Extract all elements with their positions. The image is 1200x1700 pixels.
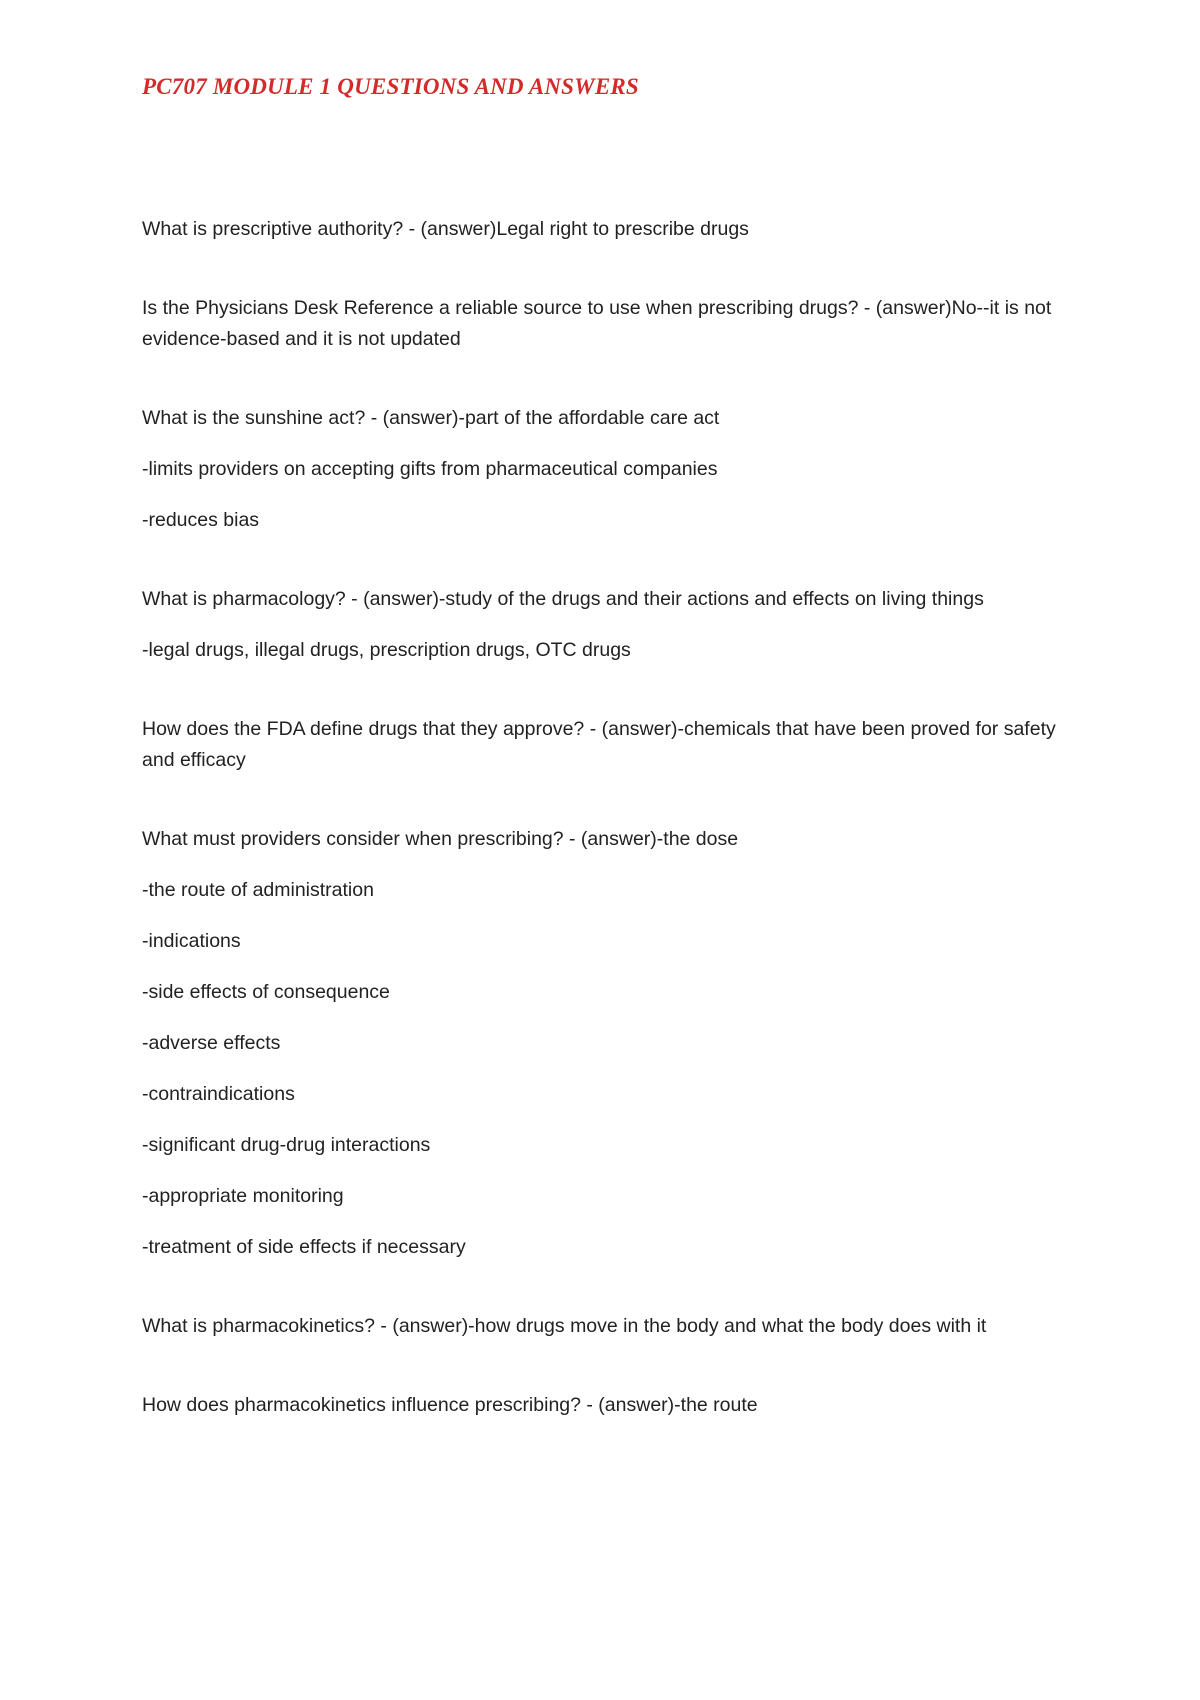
- qa-answer-line: -appropriate monitoring: [142, 1185, 344, 1207]
- qa-question: How does pharmacokinetics influence prescribing? - (answer)-the route: [142, 1394, 758, 1416]
- qa-question: What is pharmacokinetics? - (answer)-how drugs move in the body and what the body does with it: [142, 1315, 987, 1337]
- qa-answer-line: -indications: [142, 930, 241, 952]
- qa-question: What is prescriptive authority? - (answer)Legal right to prescribe drugs: [142, 218, 749, 240]
- qa-question: What is pharmacology? - (answer)-study of the drugs and their actions and effects on living things: [142, 588, 984, 610]
- qa-question: How does the FDA define drugs that they approve? - (answer)-chemicals that have been proved for safety and efficacy: [142, 718, 1056, 771]
- qa-answer-line: -legal drugs, illegal drugs, prescription drugs, OTC drugs: [142, 639, 631, 661]
- qa-answer-line: -contraindications: [142, 1083, 295, 1105]
- qa-item: [142, 1390, 1072, 1421]
- qa-item: [142, 403, 1072, 536]
- qa-item: [142, 1311, 1072, 1342]
- qa-answer-line: -reduces bias: [142, 509, 260, 531]
- document-title: PC707 MODULE 1 QUESTIONS AND ANSWERS: [142, 74, 639, 99]
- qa-list: [142, 214, 1072, 1469]
- qa-question: What must providers consider when prescribing? - (answer)-the dose: [142, 828, 739, 850]
- qa-item: [142, 214, 1072, 245]
- qa-question: Is the Physicians Desk Reference a reliable source to use when prescribing drugs? - (answer)No--it is not evidence-based and it is not updated: [142, 297, 1052, 350]
- qa-answer-line: -treatment of side effects if necessary: [142, 1236, 466, 1258]
- qa-item: [142, 584, 1072, 666]
- qa-answer-line: -limits providers on accepting gifts from pharmaceutical companies: [142, 458, 718, 480]
- qa-answer-line: -side effects of consequence: [142, 981, 390, 1003]
- qa-answer-line: -the route of administration: [142, 879, 374, 901]
- qa-item: [142, 714, 1072, 776]
- qa-answer-line: -adverse effects: [142, 1032, 281, 1054]
- qa-item: [142, 293, 1072, 355]
- qa-question: What is the sunshine act? - (answer)-part of the affordable care act: [142, 407, 720, 429]
- qa-answer-line: -significant drug-drug interactions: [142, 1134, 431, 1156]
- qa-item: [142, 824, 1072, 1263]
